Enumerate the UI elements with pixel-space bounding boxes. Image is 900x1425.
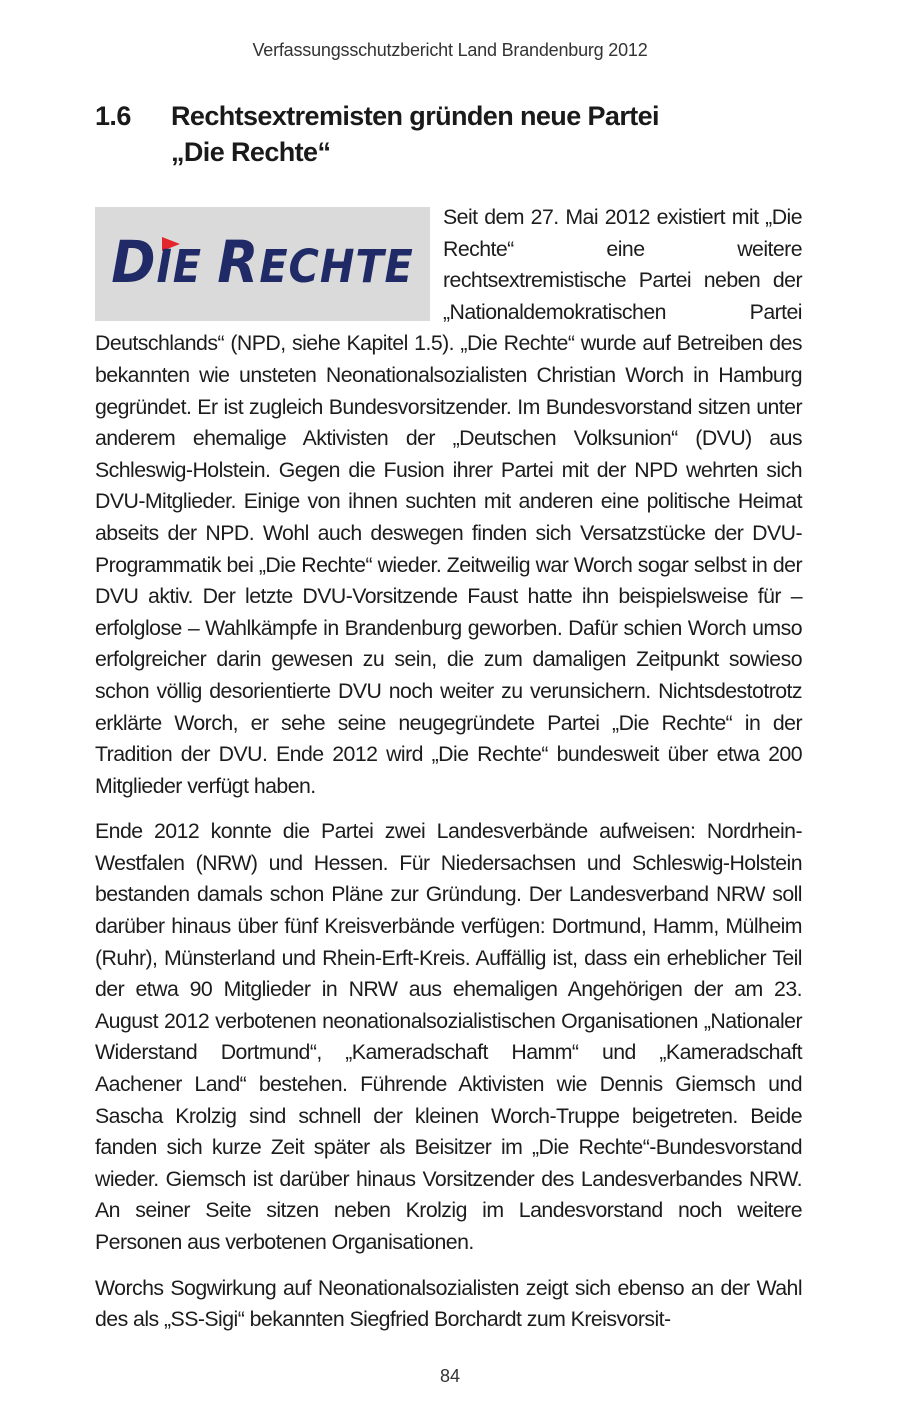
section-heading [95, 98, 815, 170]
running-header: Verfassungsschutzbericht Land Brandenburg 2012 [252, 40, 648, 60]
page-number: 84 [439, 1366, 461, 1386]
logo-letters-ie: IE [156, 240, 218, 293]
paragraph-2: Ende 2012 konnte die Partei zwei Landesverbände aufweisen: Nordrhein-Westfalen (NRW) und Hessen. Für Niedersachsen und Schleswig-Holstein bestanden damals schon Pläne zur Gründung. Der Landesverband NRW soll darüber hinaus über fünf Kreisverbände verfügen: Dortmund, Hamm, Mülheim (Ruhr), Münsterland und Rhein-Erft-Kreis. Auffällig ist, dass ein erheblicher Teil der etwa 90 Mitglieder in NRW aus ehemaligen Angehörigen der am 23. August 2012 verbotenen neonationalsozialistischen Organisationen „Nationaler Widerstand Dortmund“, „Kameradschaft Hamm“ und „Kameradschaft Aachener Land“ bestehen. Führende Aktivisten wie Dennis Giemsch und Sascha Krolzig sind schnell der kleinen Worch-Truppe beigetreten. Beide fanden sich kurze Zeit später als Beisitzer im „Die Rechte“-Bundesvorstand wieder. Giemsch ist darüber hinaus Vorsitzender des Landesverbandes NRW. An seiner Seite sitzen neben Krolzig im Landesvorstand noch weitere Personen aus verbotenen Organisationen. [95, 819, 802, 1254]
paragraph-1: Seit dem 27. Mai 2012 existiert mit „Die Rechte“ eine weitere rechtsextremistische Partei neben der „Nationaldemokratischen Partei Deutschlands“ (NPD, siehe Kapitel 1.5). „Die Rechte“ wurde auf Betreiben des bekannten wie unsteten Neonationalsozialisten Christian Worch in Hamburg gegründet. Er ist zugleich Bundesvorsitzender. Im Bundesvorstand sitzen unter anderem ehemalige Aktivisten der „Deutschen Volksunion“ (DVU) aus Schleswig-Holstein. Gegen die Fusion ihrer Partei mit der NPD wehrten sich DVU-Mitglieder. Einige von ihnen suchten mit anderen eine politische Heimat abseits der NPD. Wohl auch deswegen finden sich Versatzstücke der DVU-Programmatik bei „Die Rechte“ wieder. Zeitweilig war Worch sogar selbst in der DVU aktiv. Der letzte DVU-Vorsitzende Faust hatte ihn beispielsweise für – erfolglose – Wahlkämpfe in Brandenburg geworben. Dafür schien Worch umso erfolgreicher darin gewesen zu sein, die zum damaligen Zeitpunkt sowieso schon völlig desorientierte DVU noch weiter zu verunsichern. Nichtsdestotrotz erklärte Worch, er sehe seine neugegründete Partei „Die Rechte“ in der Tradition der DVU. Ende 2012 wird „Die Rechte“ bundesweit über etwa 200 Mitglieder verfügt haben. [95, 205, 802, 798]
logo-letter-d: D [111, 228, 157, 296]
logo-letters-echte: ECHTE [259, 240, 414, 293]
logo-wordmark [108, 229, 416, 300]
logo-letter-r: R [217, 228, 260, 296]
section-number: 1.6 [95, 101, 131, 131]
section-title-line-2: „Die Rechte“ [171, 137, 331, 167]
section-title-line-1: Rechtsextremisten gründen neue Partei [171, 101, 659, 131]
die-rechte-logo [95, 207, 430, 321]
paragraph-3: Worchs Sogwirkung auf Neonationalsozialisten zeigt sich ebenso an der Wahl des als „SS-Sigi“ bekannten Siegfried Borchardt zum Kreisvorsit- [95, 1275, 802, 1332]
body-text [95, 202, 802, 1350]
